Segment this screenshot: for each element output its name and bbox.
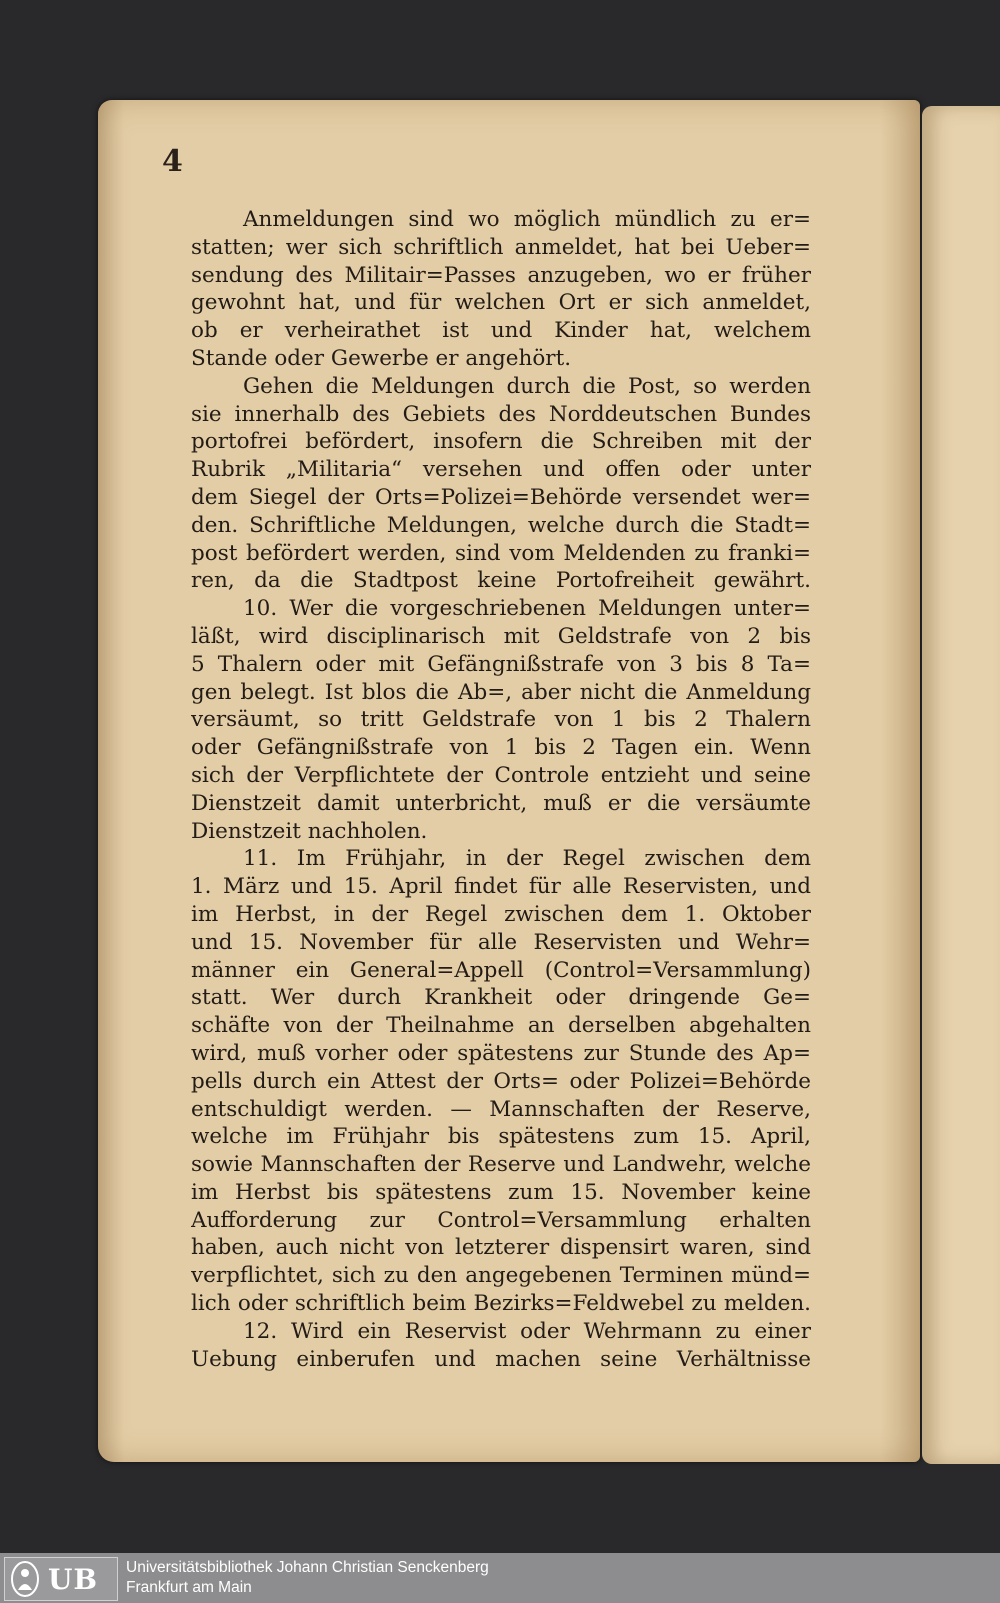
text-line: ob er verheirathet ist und Kinder hat, welchem	[191, 318, 811, 344]
text-line: versäumt, so tritt Geldstrafe von 1 bis 2 Thalern	[191, 707, 811, 733]
text-line: ren, da die Stadtpost keine Portofreiheit gewährt.	[191, 568, 811, 594]
text-line: sie innerhalb des Gebiets des Norddeutschen Bundes	[191, 401, 811, 427]
logo-text: UB	[48, 1562, 99, 1596]
book-page-left	[98, 100, 920, 1462]
text-line: 11. Im Frühjahr, in der Regel zwischen dem	[243, 846, 811, 872]
text-line: läßt, wird disciplinarisch mit Geldstrafe von 2 bis	[191, 623, 811, 649]
text-line: wird, muß vorher oder spätestens zur Stunde des Ap=	[191, 1040, 811, 1066]
text-line: männer ein General=Appell (Control=Versammlung)	[191, 957, 811, 983]
text-line: Dienstzeit damit unterbricht, muß er die versäumte	[191, 790, 811, 816]
text-line: Anmeldungen sind wo möglich mündlich zu er=	[243, 207, 811, 232]
text-line: und 15. November für alle Reservisten und Wehr=	[191, 929, 811, 955]
text-line: portofrei befördert, insofern die Schreiben mit der	[191, 429, 811, 455]
institution-name	[126, 1558, 489, 1598]
text-line: sowie Mannschaften der Reserve und Landwehr, welche	[191, 1152, 811, 1178]
text-line: sich der Verpflichtete der Controle entzieht und seine	[191, 762, 811, 788]
page-number: 4	[162, 144, 183, 179]
book-page-right-edge	[922, 106, 1000, 1464]
text-line: schäfte von der Theilnahme an derselben abgehalten	[191, 1013, 811, 1039]
text-line: Aufforderung zur Control=Versammlung erhalten	[191, 1207, 811, 1233]
text-line: den. Schriftliche Meldungen, welche durch die Stadt=	[191, 512, 811, 538]
library-seal-icon	[8, 1559, 42, 1599]
text-line: oder Gefängnißstrafe von 1 bis 2 Tagen ein. Wenn	[191, 735, 811, 761]
text-line: Uebung einberufen und machen seine Verhältnisse	[191, 1346, 811, 1372]
text-line: statt. Wer durch Krankheit oder dringende Ge=	[191, 985, 811, 1011]
text-line: verpflichtet, sich zu den angegebenen Terminen münd=	[191, 1263, 811, 1289]
text-line: statten; wer sich schriftlich anmeldet, hat bei Ueber=	[191, 234, 811, 260]
text-line: 1. März und 15. April findet für alle Reservisten, und	[191, 874, 811, 900]
text-line: Gehen die Meldungen durch die Post, so werden	[243, 373, 811, 399]
page-text-block	[191, 206, 811, 1373]
institution-line-1: Universitätsbibliothek Johann Christian Senckenberg	[126, 1559, 489, 1576]
text-line: entschuldigt werden. — Mannschaften der Reserve,	[191, 1096, 811, 1122]
text-line: 10. Wer die vorgeschriebenen Meldungen unter=	[243, 596, 811, 622]
institution-line-2: Frankfurt am Main	[126, 1579, 252, 1596]
text-line: gen belegt. Ist blos die Ab=, aber nicht die Anmeldung	[191, 679, 811, 705]
footer-bar	[0, 1553, 1000, 1603]
text-line: lich oder schriftlich beim Bezirks=Feldwebel zu melden.	[191, 1291, 811, 1317]
ub-logo[interactable]	[4, 1557, 118, 1601]
text-line: post befördert werden, sind vom Meldenden zu franki=	[191, 540, 811, 566]
text-line: im Herbst bis spätestens zum 15. November keine	[191, 1179, 811, 1205]
text-line: gewohnt hat, und für welchen Ort er sich anmeldet,	[191, 290, 811, 316]
text-line: Stande oder Gewerbe er angehört.	[191, 345, 572, 371]
text-line: im Herbst, in der Regel zwischen dem 1. Oktober	[191, 901, 811, 927]
text-line: dem Siegel der Orts=Polizei=Behörde versendet wer=	[191, 484, 811, 510]
text-line: welche im Frühjahr bis spätestens zum 15. April,	[191, 1124, 811, 1150]
text-line: 5 Thalern oder mit Gefängnißstrafe von 3 bis 8 Ta=	[191, 651, 811, 677]
text-line: pells durch ein Attest der Orts= oder Polizei=Behörde	[191, 1068, 811, 1094]
text-line: Dienstzeit nachholen.	[191, 818, 428, 844]
text-line: sendung des Militair=Passes anzugeben, wo er früher	[191, 262, 811, 288]
text-line: haben, auch nicht von letzterer dispensirt waren, sind	[191, 1235, 811, 1261]
text-line: Rubrik „Militaria“ versehen und offen oder unter	[191, 457, 811, 483]
text-line: 12. Wird ein Reservist oder Wehrmann zu einer	[243, 1318, 811, 1344]
